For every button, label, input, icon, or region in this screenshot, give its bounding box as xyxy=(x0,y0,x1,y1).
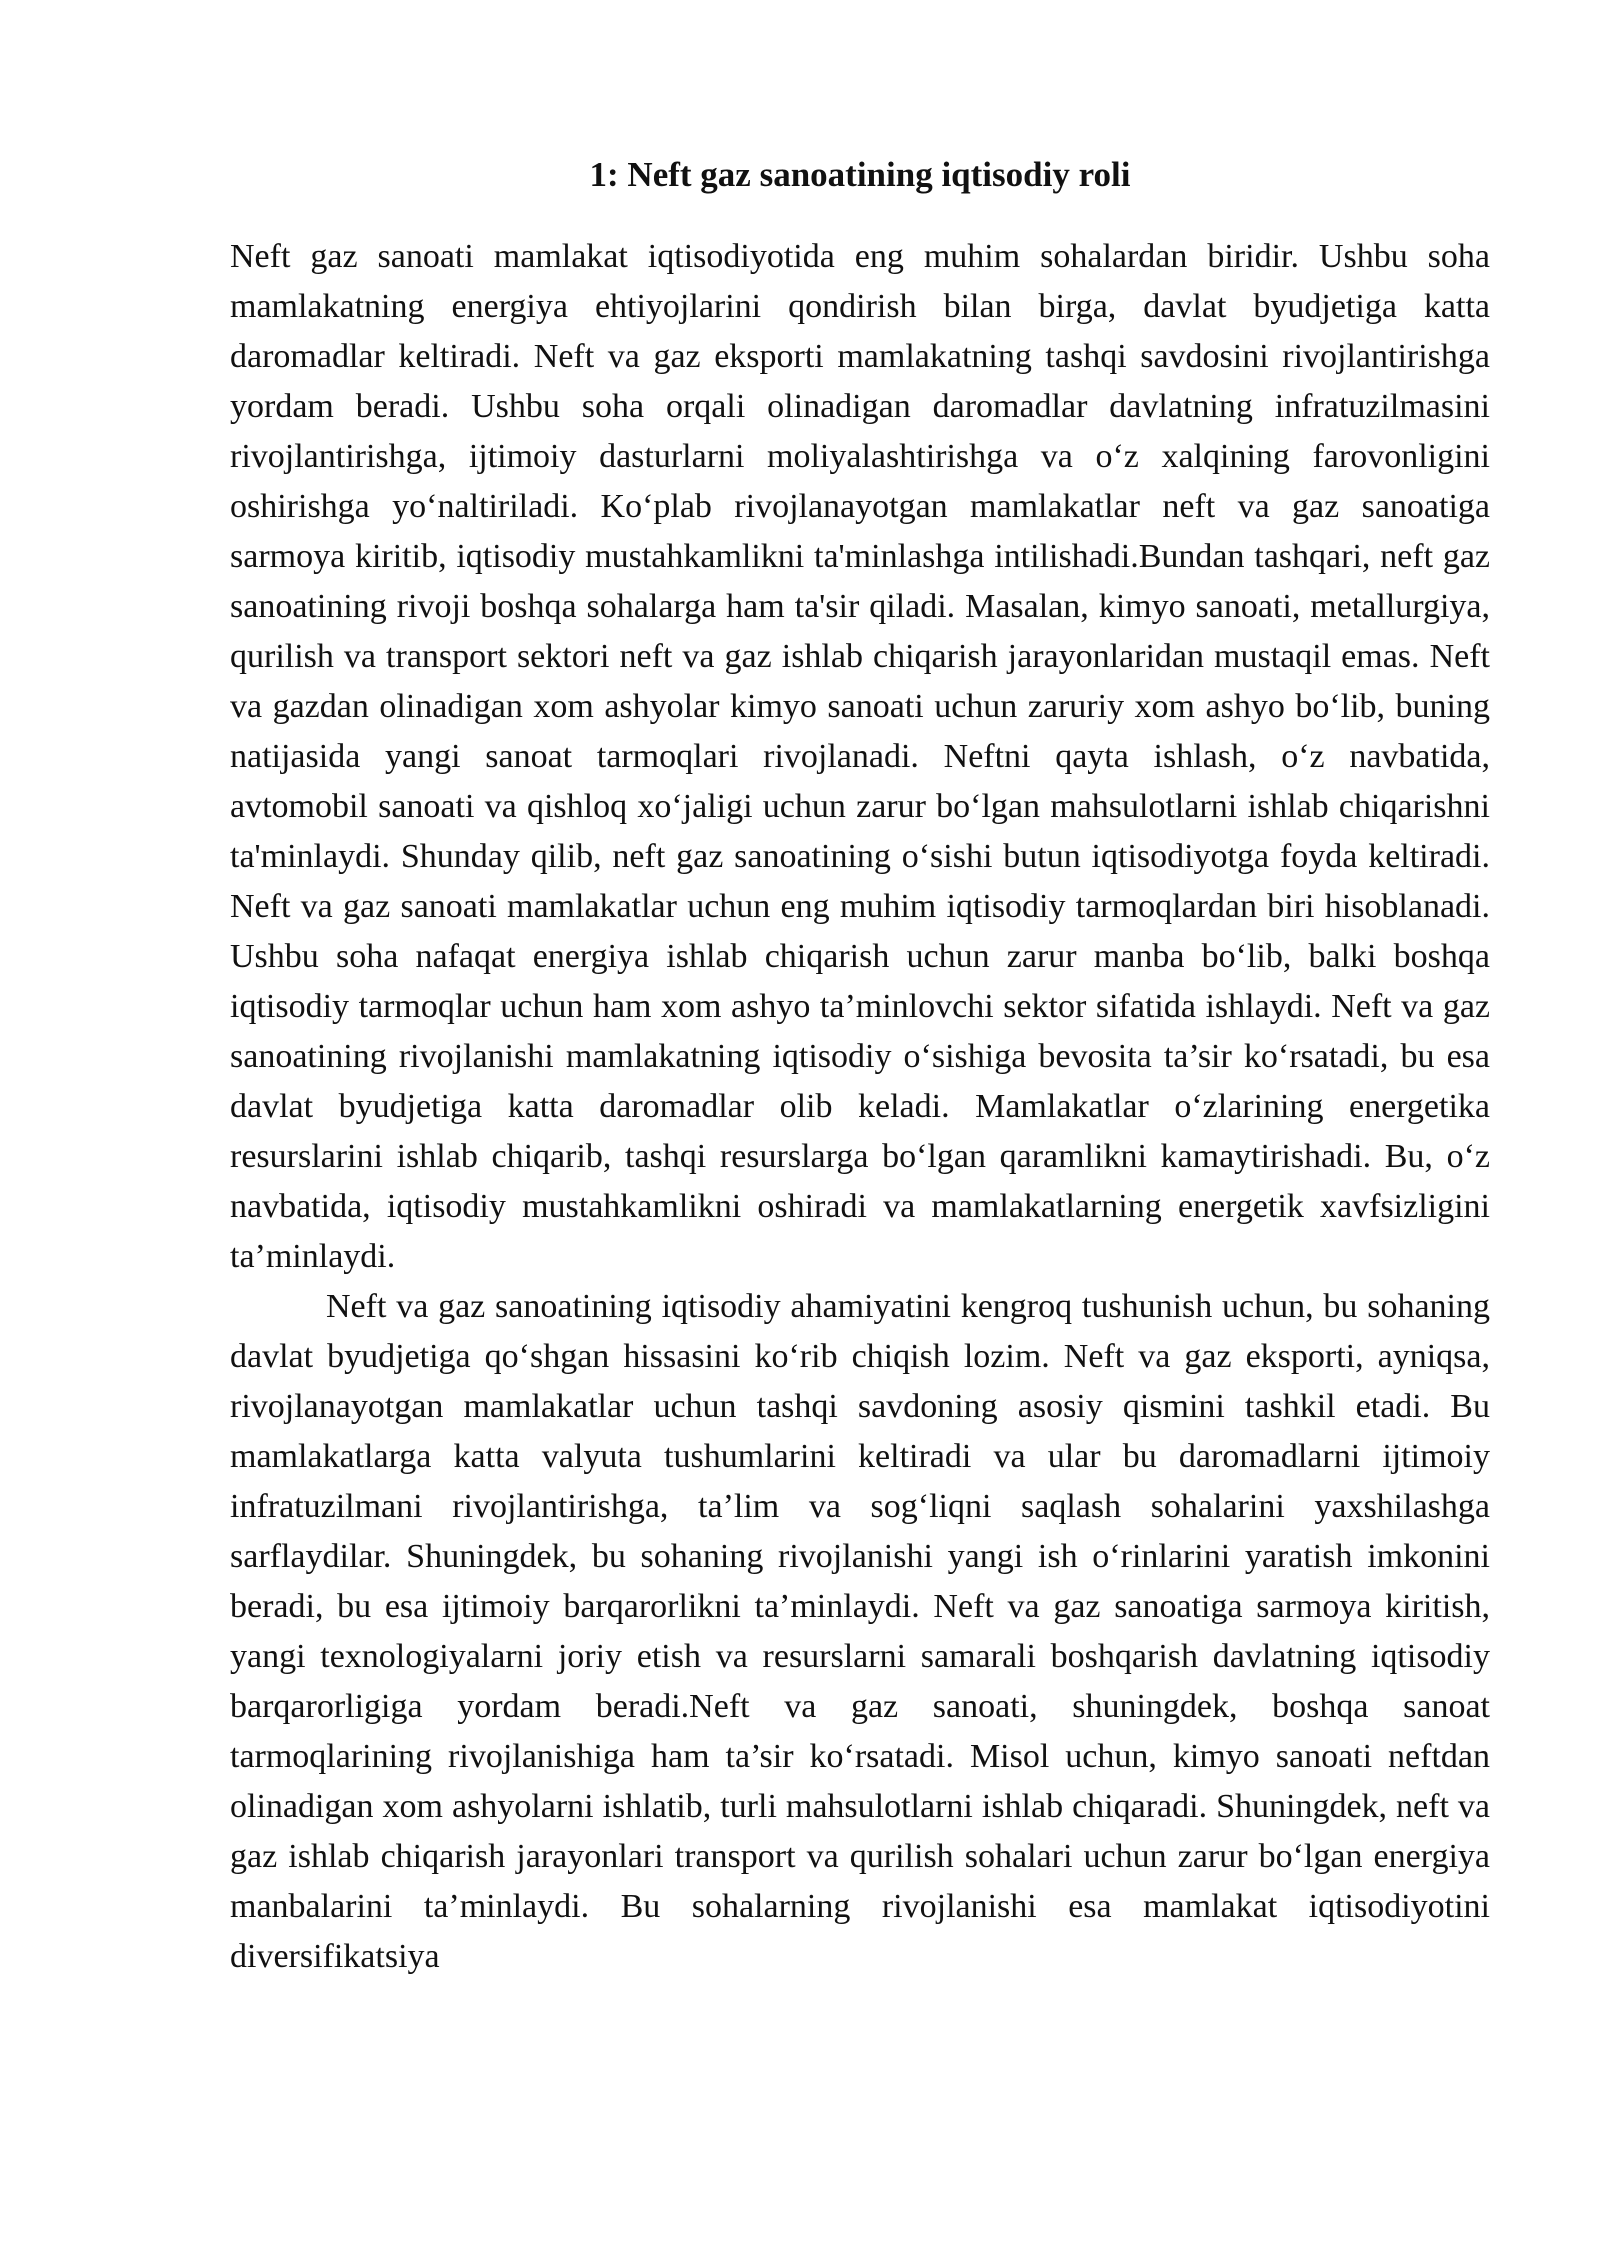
paragraph-1: Neft gaz sanoati mamlakat iqtisodiyotida eng muhim sohalardan biridir. Ushbu soha mamlakatning energiya ehtiyojlarini qondirish bilan birga, davlat byudjetiga katta daromadlar keltiradi. Neft va gaz eksporti mamlakatning tashqi savdosini rivojlantirishga yordam beradi. Ushbu soha orqali olinadigan daromadlar davlatning infratuzilmasini rivojlantirishga, ijtimoiy dasturlarni moliyalashtirishga va o‘z xalqining farovonligini oshirishga yo‘naltiriladi. Ko‘plab rivojlanayotgan mamlakatlar neft va gaz sanoatiga sarmoya kiritib, iqtisodiy mustahkamlikni ta'minlashga intilishadi.Bundan tashqari, neft gaz sanoatining rivoji boshqa sohalarga ham ta'sir qiladi. Masalan, kimyo sanoati, metallurgiya, qurilish va transport sektori neft va gaz ishlab chiqarish jarayonlaridan mustaqil emas. Neft va gazdan olinadigan xom ashyolar kimyo sanoati uchun zaruriy xom ashyo bo‘lib, buning natijasida yangi sanoat tarmoqlari rivojlanadi. Neftni qayta ishlash, o‘z navbatida, avtomobil sanoati va qishloq xo‘jaligi uchun zarur bo‘lgan mahsulotlarni ishlab chiqarishni ta'minlaydi. Shunday qilib, neft gaz sanoatining o‘sishi butun iqtisodiyotga foyda keltiradi. Neft va gaz sanoati mamlakatlar uchun eng muhim iqtisodiy tarmoqlardan biri hisoblanadi. Ushbu soha nafaqat energiya ishlab chiqarish uchun zarur manba bo‘lib, balki boshqa iqtisodiy tarmoqlar uchun ham xom ashyo ta’minlovchi sektor sifatida ishlaydi. Neft va gaz sanoatining rivojlanishi mamlakatning iqtisodiy o‘sishiga bevosita ta’sir ko‘rsatadi, bu esa davlat byudjetiga katta daromadlar olib keladi. Mamlakatlar o‘zlarining energetika resurslarini ishlab chiqarib, tashqi resurslarga bo‘lgan qaramlikni kamaytirishadi. Bu, o‘z navbatida, iqtisodiy mustahkamlikni oshiradi va mamlakatlarning energetik xavfsizligini ta’minlaydi. xyxy=(230,238,1490,1275)
document-title: 1: Neft gaz sanoatining iqtisodiy roli xyxy=(589,155,1131,194)
document-page xyxy=(230,150,1490,1982)
paragraph-2: Neft va gaz sanoatining iqtisodiy ahamiyatini kengroq tushunish uchun, bu sohaning davlat byudjetiga qo‘shgan hissasini ko‘rib chiqish lozim. Neft va gaz eksporti, ayniqsa, rivojlanayotgan mamlakatlar uchun tashqi savdoning asosiy qismini tashkil etadi. Bu mamlakatlarga katta valyuta tushumlarini keltiradi va ular bu daromadlarni ijtimoiy infratuzilmani rivojlantirishga, ta’lim va sog‘liqni saqlash sohalarini yaxshilashga sarflaydilar. Shuningdek, bu sohaning rivojlanishi yangi ish o‘rinlarini yaratish imkonini beradi, bu esa ijtimoiy barqarorlikni ta’minlaydi. Neft va gaz sanoatiga sarmoya kiritish, yangi texnologiyalarni joriy etish va resurslarni samarali boshqarish davlatning iqtisodiy barqarorligiga yordam beradi.Neft va gaz sanoati, shuningdek, boshqa sanoat tarmoqlarining rivojlanishiga ham ta’sir ko‘rsatadi. Misol uchun, kimyo sanoati neftdan olinadigan xom ashyolarni ishlatib, turli mahsulotlarni ishlab chiqaradi. Shuningdek, neft va gaz ishlab chiqarish jarayonlari transport va qurilish sohalari uchun zarur bo‘lgan energiya manbalarini ta’minlaydi. Bu sohalarning rivojlanishi esa mamlakat iqtisodiyotini diversifikatsiya xyxy=(230,1288,1490,1975)
